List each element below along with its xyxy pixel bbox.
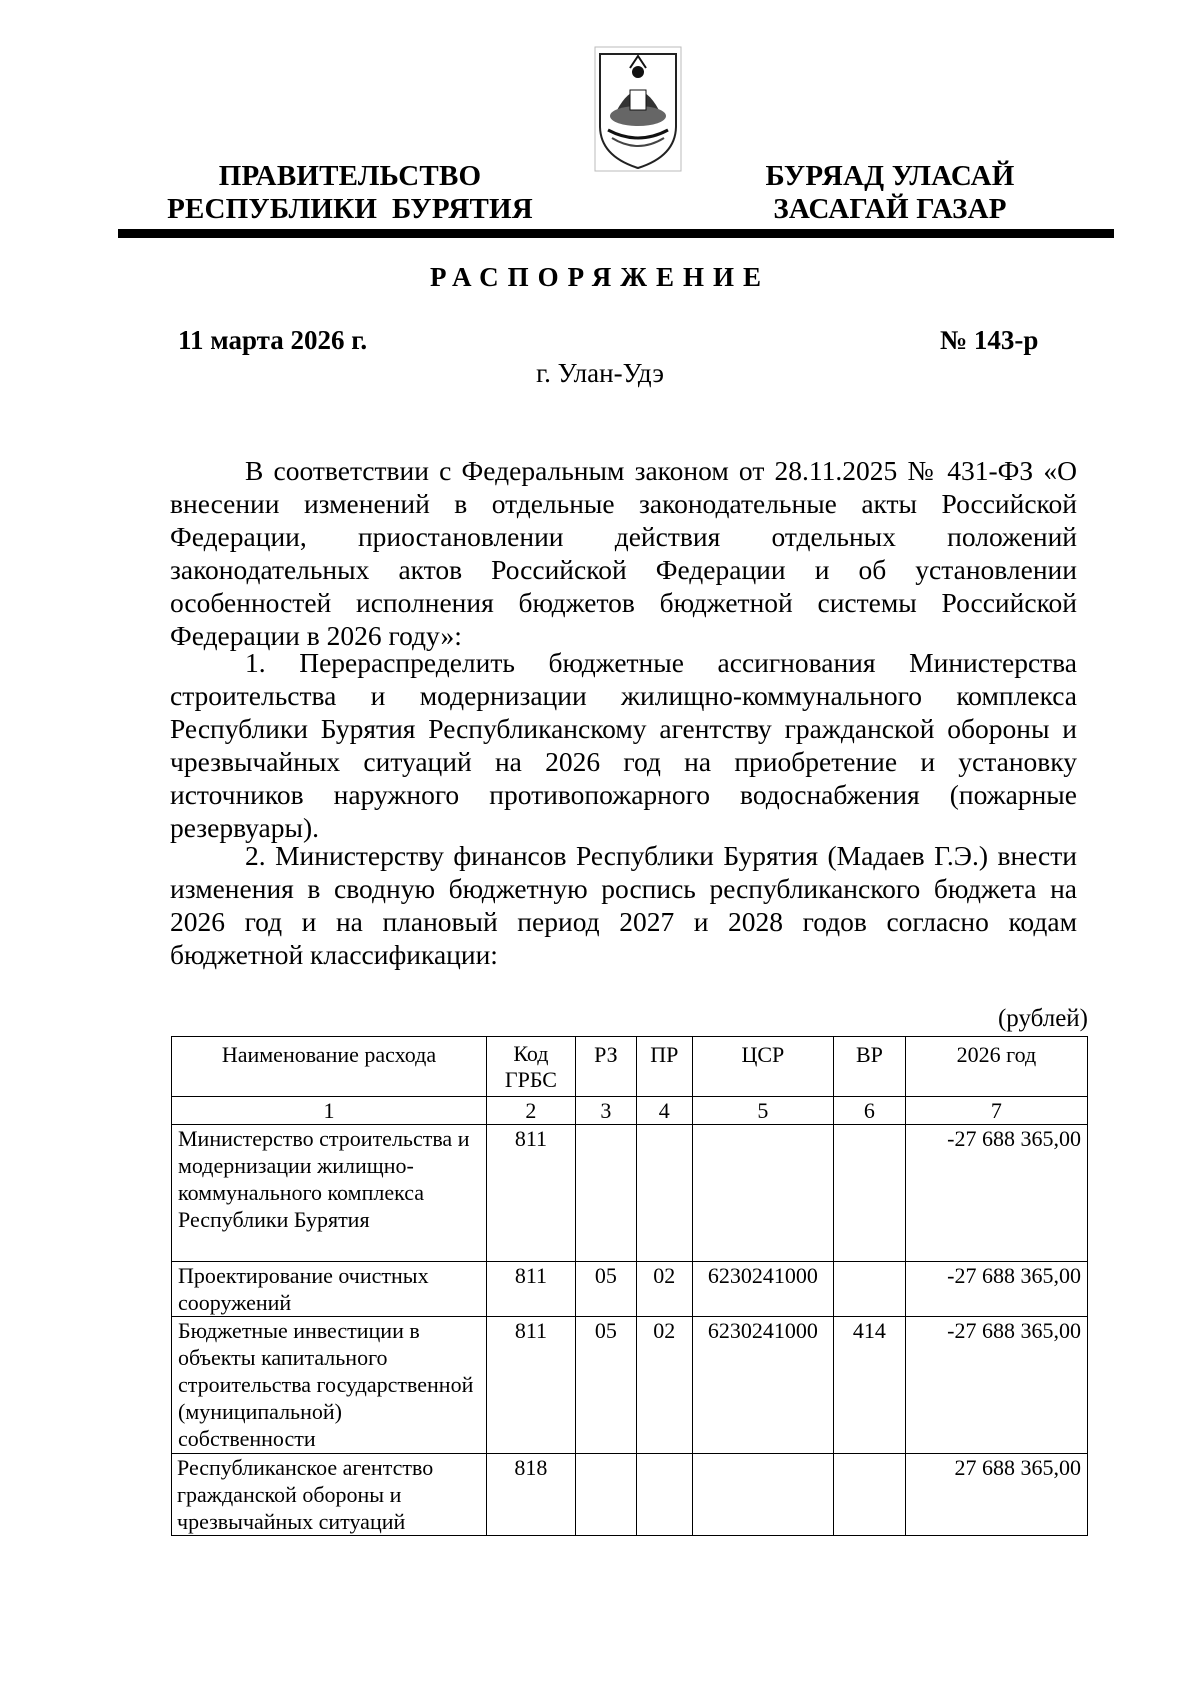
table-row	[172, 1317, 1088, 1454]
column-number-cell: 3	[575, 1097, 636, 1125]
rz-cell: 05	[575, 1317, 636, 1454]
amount-cell: -27 688 365,00	[905, 1262, 1087, 1317]
pr-cell	[636, 1454, 692, 1536]
paragraph-item-1: 1. Перераспределить бюджетные ассигнования Министерства строительства и модернизации жилищно-коммунального комплекса Республики Бурятия Республиканскому агентству гражданской обороны и чрезвычайных ситуаций на 2026 год на приобретение и установку источников наружного противопожарного водоснабжения (пожарные резервуары).	[170, 647, 1077, 843]
grbs-cell: 811	[486, 1317, 575, 1454]
header-cell: ЦСР	[692, 1037, 833, 1097]
document-number: № 143-р	[940, 325, 1039, 355]
pr-cell: 02	[636, 1262, 692, 1317]
expense-name-cell: Бюджетные инвестиции в объекты капитального строительства государственной (муниципальной) собственности	[172, 1317, 487, 1454]
header-divider	[118, 229, 1114, 238]
header-cell: РЗ	[575, 1037, 636, 1097]
header-cell: Наименование расхода	[172, 1037, 487, 1097]
government-name-bua-line1: БУРЯАД УЛАСАЙ	[765, 160, 1015, 192]
table-row	[172, 1262, 1088, 1317]
pr-cell	[636, 1125, 692, 1262]
column-number-cell: 7	[905, 1097, 1087, 1125]
government-name-bua-line2: ЗАСАГАЙ ГАЗАР	[773, 193, 1007, 225]
budget-table	[171, 1036, 1088, 1536]
column-number-cell: 2	[486, 1097, 575, 1125]
grbs-cell: 811	[486, 1125, 575, 1262]
paragraph-item-2: 2. Министерству финансов Республики Бурятия (Мадаев Г.Э.) внести изменения в сводную бюджетную роспись республиканского бюджета на 2026 год и на плановый период 2027 и 2028 годов согласно кодам бюджетной классификации:	[170, 840, 1077, 970]
header-cell: ВР	[834, 1037, 906, 1097]
paragraph-preamble: В соответствии с Федеральным законом от 28.11.2025 № 431-ФЗ «О внесении изменений в отдельные законодательные акты Российской Федерации, приостановлении действия отдельных положений законодательных актов Российской Федерации и об установлении особенностей исполнения бюджетов бюджетной системы Российской Федерации в 2026 году»:	[170, 455, 1077, 651]
csr-cell: 6230241000	[692, 1262, 833, 1317]
table-row	[172, 1125, 1088, 1262]
csr-cell	[692, 1125, 833, 1262]
expense-name-cell: Проектирование очистных сооружений	[172, 1262, 487, 1317]
expense-name-cell: Республиканское агентство гражданской обороны и чрезвычайных ситуаций	[172, 1454, 487, 1536]
vr-cell	[834, 1454, 906, 1536]
column-number-cell: 5	[692, 1097, 833, 1125]
government-name-ru-line2: РЕСПУБЛИКИ БУРЯТИЯ	[167, 193, 533, 225]
vr-cell	[834, 1262, 906, 1317]
amount-cell: -27 688 365,00	[905, 1125, 1087, 1262]
column-number-cell: 4	[636, 1097, 692, 1125]
grbs-cell: 811	[486, 1262, 575, 1317]
amount-cell: 27 688 365,00	[905, 1454, 1087, 1536]
table-row	[172, 1454, 1088, 1536]
expense-name-cell: Министерство строительства и модернизации жилищно-коммунального комплекса Республики Бурятия	[172, 1125, 487, 1262]
header-cell-text: Код ГРБС	[504, 1041, 557, 1092]
government-name-ru-line1: ПРАВИТЕЛЬСТВО	[218, 160, 482, 192]
grbs-cell: 818	[486, 1454, 575, 1536]
amount-cell: -27 688 365,00	[905, 1317, 1087, 1454]
header-cell	[486, 1037, 575, 1097]
document-title: РАСПОРЯЖЕНИЕ	[429, 262, 771, 292]
header-cell: ПР	[636, 1037, 692, 1097]
header-cell: 2026 год	[905, 1037, 1087, 1097]
column-number-cell: 6	[834, 1097, 906, 1125]
coat-of-arms-icon	[594, 46, 682, 172]
rz-cell	[575, 1454, 636, 1536]
vr-cell: 414	[834, 1317, 906, 1454]
csr-cell	[692, 1454, 833, 1536]
document-city: г. Улан-Удэ	[536, 358, 664, 388]
document-date: 11 марта 2026 г.	[178, 325, 368, 355]
table-column-numbers-row	[172, 1097, 1088, 1125]
rz-cell: 05	[575, 1262, 636, 1317]
government-name-bua	[740, 160, 1040, 226]
rz-cell	[575, 1125, 636, 1262]
vr-cell	[834, 1125, 906, 1262]
table-unit-label: (рублей)	[997, 1005, 1088, 1032]
government-name-ru	[150, 160, 550, 226]
csr-cell: 6230241000	[692, 1317, 833, 1454]
column-number-cell: 1	[172, 1097, 487, 1125]
pr-cell: 02	[636, 1317, 692, 1454]
table-header-row	[172, 1037, 1088, 1097]
